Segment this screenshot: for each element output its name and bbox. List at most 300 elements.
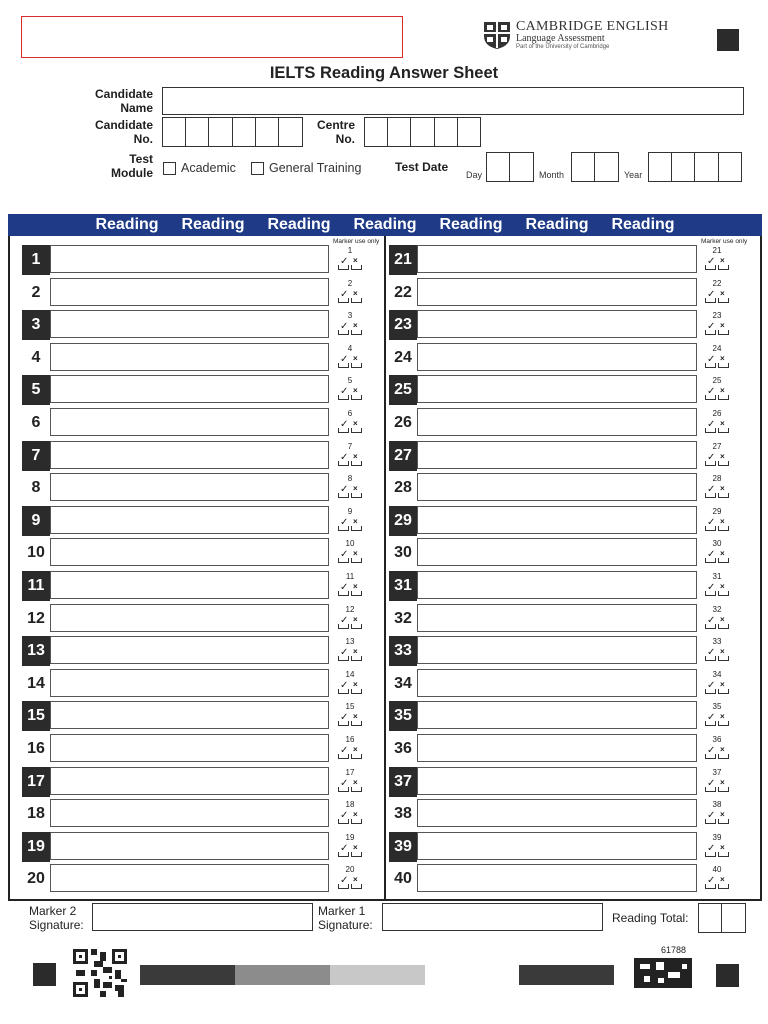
day-field[interactable] (486, 152, 532, 182)
digit-cell[interactable] (255, 117, 280, 147)
cross-box[interactable] (351, 493, 362, 498)
question-number: 21 (389, 245, 417, 275)
answer-row (389, 472, 734, 502)
marker1-label (318, 904, 373, 932)
marker-box[interactable] (702, 407, 732, 437)
right-column-rule (760, 236, 762, 899)
marker-number: 17 (345, 768, 355, 777)
marker-box[interactable] (335, 700, 365, 730)
cross-box[interactable] (718, 689, 729, 694)
cross-box[interactable] (718, 461, 729, 466)
cross-icon: × (353, 354, 358, 363)
answer-row (389, 537, 734, 567)
tick-box[interactable] (338, 884, 349, 889)
marker-box[interactable] (335, 863, 365, 893)
candidate-name-label (60, 87, 153, 115)
answer-field[interactable] (50, 636, 329, 664)
cross-icon: × (720, 517, 725, 526)
reading-total-field[interactable] (698, 903, 744, 933)
tick-icon: ✓ (707, 712, 716, 723)
digit-cell[interactable] (671, 152, 696, 182)
tick-box[interactable] (705, 721, 716, 726)
digit-cell[interactable] (718, 152, 743, 182)
cross-box[interactable] (718, 493, 729, 498)
cross-icon: × (720, 582, 725, 591)
tick-box[interactable] (338, 624, 349, 629)
answer-row (22, 863, 367, 893)
cross-box[interactable] (718, 787, 729, 792)
tick-icon: ✓ (340, 712, 349, 723)
answer-row (389, 374, 734, 404)
answer-field[interactable] (417, 767, 697, 795)
centre-no-label (300, 118, 355, 146)
tick-icon: ✓ (707, 386, 716, 397)
tick-box[interactable] (338, 395, 349, 400)
marker1-label-line2: Signature: (318, 918, 373, 932)
cross-icon: × (353, 289, 358, 298)
centre-no-field[interactable] (364, 117, 480, 147)
tick-box[interactable] (705, 493, 716, 498)
tick-icon: ✓ (707, 582, 716, 593)
marker-number: 7 (347, 442, 353, 451)
academic-checkbox[interactable] (163, 162, 176, 175)
cross-box[interactable] (351, 884, 362, 889)
cross-box[interactable] (718, 852, 729, 857)
marker-box[interactable] (702, 440, 732, 470)
answer-row (389, 244, 734, 274)
cross-box[interactable] (351, 363, 362, 368)
answer-row (22, 603, 367, 633)
cross-icon: × (353, 419, 358, 428)
answer-field[interactable] (417, 832, 697, 860)
answer-field[interactable] (417, 636, 697, 664)
digit-cell[interactable] (185, 117, 210, 147)
tick-box[interactable] (705, 754, 716, 759)
tick-box[interactable] (338, 493, 349, 498)
timing-bar-mid (235, 965, 330, 985)
year-field[interactable] (648, 152, 741, 182)
tick-box[interactable] (338, 298, 349, 303)
center-column-rule (384, 236, 386, 899)
tick-icon: ✓ (707, 256, 716, 267)
answer-field[interactable] (50, 604, 329, 632)
marker-number: 21 (712, 246, 722, 255)
tick-box[interactable] (705, 819, 716, 824)
timing-bar-dark-2 (519, 965, 614, 985)
question-number: 37 (389, 767, 417, 797)
marker-box[interactable] (335, 603, 365, 633)
cross-icon: × (353, 810, 358, 819)
tick-box[interactable] (338, 526, 349, 531)
answer-field[interactable] (417, 408, 697, 436)
tick-icon: ✓ (340, 745, 349, 756)
tick-box[interactable] (705, 852, 716, 857)
answer-field[interactable] (417, 701, 697, 729)
digit-cell[interactable] (410, 117, 435, 147)
cross-box[interactable] (351, 656, 362, 661)
digit-cell[interactable] (509, 152, 534, 182)
marker1-signature-field[interactable] (382, 903, 603, 931)
qr-code (73, 949, 127, 997)
reading-band-label: Reading (353, 216, 417, 233)
tick-box[interactable] (705, 558, 716, 563)
month-field[interactable] (571, 152, 617, 182)
tick-icon: ✓ (707, 615, 716, 626)
digit-cell[interactable] (208, 117, 233, 147)
marker-box[interactable] (335, 277, 365, 307)
tick-box[interactable] (338, 265, 349, 270)
candidate-name-field[interactable] (162, 87, 744, 115)
marker-box[interactable] (335, 374, 365, 404)
marker-number: 33 (712, 637, 722, 646)
question-number: 17 (22, 767, 50, 797)
candidate-no-field[interactable] (162, 117, 301, 147)
tick-icon: ✓ (707, 517, 716, 528)
answer-row (389, 570, 734, 600)
marker2-label (29, 904, 84, 932)
tick-box[interactable] (338, 819, 349, 824)
marker-number: 22 (712, 279, 722, 288)
marker-box[interactable] (335, 472, 365, 502)
reading-band-label: Reading (181, 216, 245, 233)
cross-box[interactable] (351, 428, 362, 433)
tick-box[interactable] (705, 428, 716, 433)
answer-row (22, 831, 367, 861)
marker-number: 6 (347, 409, 353, 418)
digit-cell[interactable] (278, 117, 303, 147)
marker-box[interactable] (335, 635, 365, 665)
cross-box[interactable] (718, 754, 729, 759)
answer-field[interactable] (50, 734, 329, 762)
cross-box[interactable] (718, 298, 729, 303)
answer-field[interactable] (50, 245, 329, 273)
question-number: 4 (31, 349, 41, 366)
question-number: 32 (394, 610, 412, 627)
cross-box[interactable] (351, 721, 362, 726)
tick-box[interactable] (705, 461, 716, 466)
answer-field[interactable] (417, 441, 697, 469)
tick-box[interactable] (338, 363, 349, 368)
marker-box[interactable] (702, 374, 732, 404)
cross-icon: × (353, 452, 358, 461)
tick-box[interactable] (338, 591, 349, 596)
answer-field[interactable] (50, 538, 329, 566)
answer-field[interactable] (50, 473, 329, 501)
cross-box[interactable] (351, 298, 362, 303)
answer-field[interactable] (50, 767, 329, 795)
marker-box[interactable] (335, 309, 365, 339)
answer-field[interactable] (417, 604, 697, 632)
answer-field[interactable] (417, 506, 697, 534)
cross-box[interactable] (351, 395, 362, 400)
tick-box[interactable] (338, 558, 349, 563)
cross-box[interactable] (718, 819, 729, 824)
marker-box[interactable] (335, 440, 365, 470)
marker-box[interactable] (335, 342, 365, 372)
cross-box[interactable] (718, 265, 729, 270)
tick-box[interactable] (705, 689, 716, 694)
digit-cell[interactable] (698, 903, 723, 933)
tick-box[interactable] (338, 754, 349, 759)
answer-field[interactable] (50, 375, 329, 403)
marker-box[interactable] (702, 570, 732, 600)
answer-field[interactable] (50, 701, 329, 729)
year-label: Year (624, 170, 643, 180)
answer-field[interactable] (50, 864, 329, 892)
answer-field[interactable] (417, 310, 697, 338)
left-column-rule (8, 236, 10, 899)
answer-field[interactable] (417, 864, 697, 892)
marker2-label-line2: Signature: (29, 918, 84, 932)
tick-box[interactable] (338, 787, 349, 792)
cross-box[interactable] (351, 754, 362, 759)
cross-box[interactable] (351, 330, 362, 335)
question-number: 24 (394, 349, 412, 366)
tick-box[interactable] (338, 852, 349, 857)
tick-icon: ✓ (340, 289, 349, 300)
digit-cell[interactable] (387, 117, 412, 147)
cross-box[interactable] (718, 721, 729, 726)
marker-box[interactable] (702, 831, 732, 861)
marker-box[interactable] (702, 342, 732, 372)
centre-no-label-line2: No. (335, 132, 355, 146)
tick-box[interactable] (705, 624, 716, 629)
marker-box[interactable] (335, 831, 365, 861)
tick-icon: ✓ (707, 452, 716, 463)
marker-number: 19 (345, 833, 355, 842)
marker-box[interactable] (702, 668, 732, 698)
answer-row (22, 472, 367, 502)
tick-box[interactable] (705, 591, 716, 596)
cross-box[interactable] (718, 656, 729, 661)
cross-box[interactable] (718, 395, 729, 400)
tick-box[interactable] (705, 787, 716, 792)
cross-box[interactable] (351, 558, 362, 563)
cross-box[interactable] (351, 819, 362, 824)
question-number: 12 (27, 610, 45, 627)
digit-cell[interactable] (434, 117, 459, 147)
cross-box[interactable] (718, 624, 729, 629)
tick-icon: ✓ (340, 810, 349, 821)
answer-row (22, 537, 367, 567)
marker-box[interactable] (702, 244, 732, 274)
answer-field[interactable] (417, 799, 697, 827)
answer-row (389, 766, 734, 796)
marker-box[interactable] (702, 537, 732, 567)
cross-icon: × (353, 321, 358, 330)
marker-number: 12 (345, 605, 355, 614)
answer-row (22, 570, 367, 600)
tick-box[interactable] (705, 884, 716, 889)
answer-field[interactable] (417, 278, 697, 306)
answer-field[interactable] (50, 441, 329, 469)
tick-box[interactable] (338, 721, 349, 726)
marker2-signature-field[interactable] (92, 903, 313, 931)
cross-box[interactable] (718, 591, 729, 596)
cross-icon: × (353, 615, 358, 624)
question-number: 25 (389, 375, 417, 405)
cross-icon: × (720, 875, 725, 884)
marker-box[interactable] (702, 309, 732, 339)
cross-box[interactable] (351, 265, 362, 270)
marker-box[interactable] (335, 537, 365, 567)
digit-cell[interactable] (594, 152, 619, 182)
cross-icon: × (720, 712, 725, 721)
marker-number: 31 (712, 572, 722, 581)
cross-box[interactable] (718, 526, 729, 531)
corner-mark-bottom-right (716, 964, 739, 987)
general-training-checkbox[interactable] (251, 162, 264, 175)
marker-box[interactable] (702, 798, 732, 828)
cross-box[interactable] (718, 884, 729, 889)
marker-box[interactable] (335, 570, 365, 600)
question-number: 9 (22, 506, 50, 536)
answer-field[interactable] (417, 473, 697, 501)
cross-box[interactable] (718, 363, 729, 368)
answer-field[interactable] (417, 538, 697, 566)
answer-field[interactable] (50, 310, 329, 338)
candidate-no-label-line2: No. (133, 132, 153, 146)
cross-icon: × (353, 647, 358, 656)
cross-icon: × (353, 875, 358, 884)
marker-number: 9 (347, 507, 353, 516)
marker-box[interactable] (702, 733, 732, 763)
marker-number: 39 (712, 833, 722, 842)
answer-field[interactable] (50, 278, 329, 306)
cross-icon: × (353, 256, 358, 265)
tick-icon: ✓ (340, 615, 349, 626)
marker-box[interactable] (702, 505, 732, 535)
answer-field[interactable] (50, 832, 329, 860)
marker-number: 40 (712, 865, 722, 874)
answer-field[interactable] (417, 375, 697, 403)
digit-cell[interactable] (486, 152, 511, 182)
candidate-name-label-line1: Candidate (94, 87, 153, 101)
answer-field[interactable] (50, 408, 329, 436)
digit-cell[interactable] (571, 152, 596, 182)
marker-box[interactable] (702, 603, 732, 633)
marker-box[interactable] (702, 700, 732, 730)
digit-cell[interactable] (232, 117, 257, 147)
marker-box[interactable] (335, 798, 365, 828)
digit-cell[interactable] (721, 903, 746, 933)
answer-row (389, 603, 734, 633)
digit-cell[interactable] (694, 152, 719, 182)
marker-number: 24 (712, 344, 722, 353)
marker-box[interactable] (335, 668, 365, 698)
marker-number: 1 (347, 246, 353, 255)
answer-row (389, 635, 734, 665)
question-number: 30 (394, 544, 412, 561)
cross-box[interactable] (351, 591, 362, 596)
marker-box[interactable] (335, 733, 365, 763)
marker-box[interactable] (702, 863, 732, 893)
answer-row (389, 798, 734, 828)
answer-row (389, 733, 734, 763)
cross-icon: × (353, 484, 358, 493)
cross-box[interactable] (351, 852, 362, 857)
cross-icon: × (720, 419, 725, 428)
digit-cell[interactable] (457, 117, 482, 147)
question-number: 27 (389, 441, 417, 471)
cross-box[interactable] (351, 461, 362, 466)
marker-box[interactable] (702, 635, 732, 665)
answer-field[interactable] (417, 245, 697, 273)
answer-row (22, 766, 367, 796)
marker-box[interactable] (702, 472, 732, 502)
tick-icon: ✓ (707, 549, 716, 560)
tick-box[interactable] (705, 330, 716, 335)
answer-field[interactable] (417, 343, 697, 371)
tick-box[interactable] (705, 298, 716, 303)
cross-box[interactable] (351, 689, 362, 694)
tick-icon: ✓ (340, 484, 349, 495)
tick-box[interactable] (338, 689, 349, 694)
digit-cell[interactable] (648, 152, 673, 182)
answer-field[interactable] (50, 343, 329, 371)
digit-cell[interactable] (364, 117, 389, 147)
cross-icon: × (720, 321, 725, 330)
cross-box[interactable] (351, 526, 362, 531)
marker-box[interactable] (702, 766, 732, 796)
tick-box[interactable] (705, 395, 716, 400)
marker1-label-line1: Marker 1 (318, 904, 366, 918)
answer-field[interactable] (417, 669, 697, 697)
cross-icon: × (720, 615, 725, 624)
answer-field[interactable] (417, 734, 697, 762)
marker-box[interactable] (335, 244, 365, 274)
cross-box[interactable] (718, 330, 729, 335)
question-number: 16 (27, 740, 45, 757)
tick-icon: ✓ (340, 680, 349, 691)
tick-box[interactable] (705, 363, 716, 368)
tick-box[interactable] (338, 461, 349, 466)
marker-box[interactable] (335, 407, 365, 437)
cross-icon: × (353, 843, 358, 852)
answer-field[interactable] (50, 799, 329, 827)
answer-row (389, 342, 734, 372)
cross-icon: × (353, 680, 358, 689)
marker-box[interactable] (335, 505, 365, 535)
answer-field[interactable] (50, 571, 329, 599)
answer-row (389, 668, 734, 698)
answer-field[interactable] (50, 506, 329, 534)
cross-box[interactable] (718, 558, 729, 563)
cross-box[interactable] (718, 428, 729, 433)
marker-number: 32 (712, 605, 722, 614)
tick-box[interactable] (338, 428, 349, 433)
answer-field[interactable] (417, 571, 697, 599)
tick-icon: ✓ (340, 875, 349, 886)
digit-cell[interactable] (162, 117, 187, 147)
tick-box[interactable] (705, 265, 716, 270)
tick-box[interactable] (338, 656, 349, 661)
tick-icon: ✓ (340, 843, 349, 854)
question-number: 15 (22, 701, 50, 731)
marker-box[interactable] (335, 766, 365, 796)
tick-box[interactable] (338, 330, 349, 335)
cross-icon: × (353, 745, 358, 754)
answer-field[interactable] (50, 669, 329, 697)
tick-box[interactable] (705, 526, 716, 531)
cross-box[interactable] (351, 787, 362, 792)
cross-icon: × (353, 778, 358, 787)
cross-box[interactable] (351, 624, 362, 629)
answer-row (22, 635, 367, 665)
marker-number: 38 (712, 800, 722, 809)
marker-box[interactable] (702, 277, 732, 307)
tick-box[interactable] (705, 656, 716, 661)
